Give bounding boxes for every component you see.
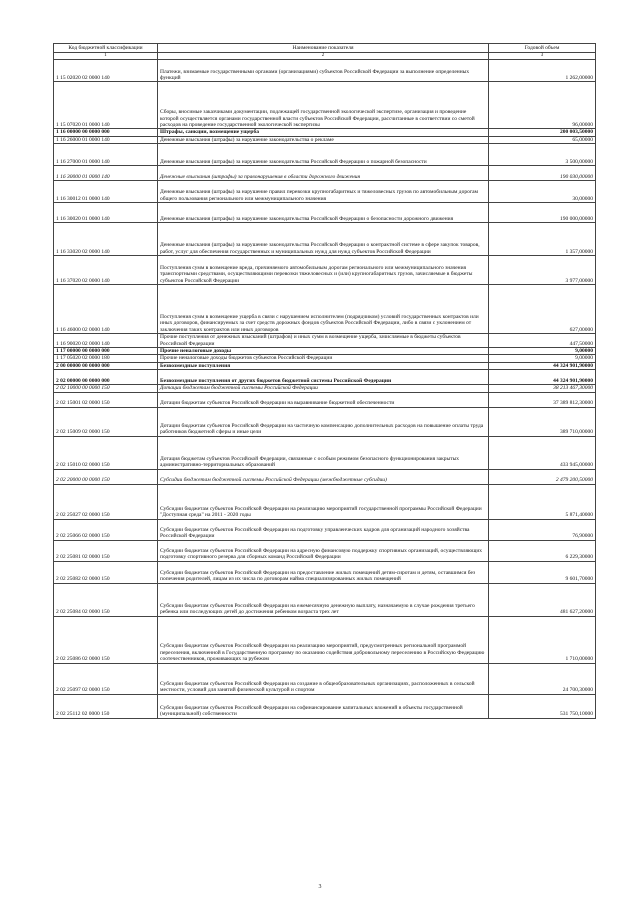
row-code: 2 02 25084 02 0000 150: [54, 583, 158, 616]
table-row: [54, 355, 596, 362]
row-name: Прочие поступления от денежных взысканий (штрафов) и иных сумм в возмещение ущерба, зачисляемые в бюджеты субъектов Российской Федерации: [158, 334, 489, 348]
table-row: [54, 694, 596, 718]
row-code: 1 15 07020 01 0000 140: [54, 82, 158, 129]
row-name: Денежные взыскания (штрафы) за нарушение законодательства о рекламе: [158, 136, 489, 143]
row-name: Платежи, взимаемые государственными органами (организациями) субъектов Российской Федерации за выполнение определенных функций: [158, 60, 489, 82]
header-name: Наименование показателя: [158, 44, 489, 53]
row-name: Субсидии бюджетам субъектов Российской Федерации на создание в общеобразовательных организациях, расположенных в сельской местности, условий для занятий физической культурой и спортом: [158, 663, 489, 694]
column-number-row: [54, 53, 596, 60]
row-value: 24 700,30000: [489, 663, 596, 694]
row-code: 2 02 25097 02 0000 150: [54, 663, 158, 694]
row-value: 627,00000: [489, 285, 596, 334]
row-name: Денежные взыскания (штрафы) за нарушение законодательства Российской Федерации о безопасности дорожного движения: [158, 203, 489, 223]
row-value: 96,00000: [489, 82, 596, 129]
table-row: [54, 82, 596, 129]
row-value: 37 389 812,30000: [489, 392, 596, 407]
table-row: [54, 385, 596, 392]
row-code: 1 16 37020 02 0000 140: [54, 256, 158, 285]
budget-revenue-table: [53, 43, 596, 719]
table-row: [54, 407, 596, 436]
row-value: 9,00000: [489, 355, 596, 362]
column-number: 3: [489, 53, 596, 60]
table-row: [54, 203, 596, 223]
header-code: Код бюджетной классификации: [54, 44, 158, 53]
row-code: 2 02 20000 00 0000 150: [54, 469, 158, 484]
page-number: 3: [318, 884, 322, 890]
row-value: 65,00000: [489, 136, 596, 143]
row-value: 1 710,00000: [489, 616, 596, 663]
row-value: 190 030,00000: [489, 166, 596, 181]
row-code: 2 02 15009 02 0000 150: [54, 407, 158, 436]
row-name: Поступления сумм в возмещение вреда, причиняемого автомобильным дорогам регионального или межмуниципального значения транспортными средствами, осуществляющими перевозки тяжеловесных и (или) крупногабаритных грузов, зачисляемые в бюджеты субъектов Российской Федерации: [158, 256, 489, 285]
row-code: 2 02 25082 02 0000 150: [54, 561, 158, 583]
table-row: [54, 616, 596, 663]
row-name: Субсидии бюджетам субъектов Российской Федерации на предоставление жилых помещений детям-сиротам и детям, оставшимся без попечения родителей, лицам из их числа по договорам найма специализированных жилых помещений: [158, 561, 489, 583]
row-value: 389 710,00000: [489, 407, 596, 436]
table-row: [54, 256, 596, 285]
row-code: 2 02 15001 02 0000 150: [54, 392, 158, 407]
table-row: [54, 561, 596, 583]
row-value: 2 479 200,50000: [489, 469, 596, 484]
row-code: 1 17 05020 02 0000 180: [54, 355, 158, 362]
row-value: 3 500,00000: [489, 144, 596, 166]
row-name: Субсидии бюджетам субъектов Российской Федерации на ежемесячную денежную выплату, назначаемую в случае рождения третьего ребенка или последующих детей до достижения ребенком возраста трех лет: [158, 583, 489, 616]
row-name: Прочие неналоговые доходы: [158, 348, 489, 355]
table-row: [54, 362, 596, 369]
row-value: 5 871,40000: [489, 484, 596, 519]
row-value: 3 977,00000: [489, 256, 596, 285]
row-code: 2 02 25086 02 0000 150: [54, 616, 158, 663]
table-header-row: [54, 44, 596, 53]
row-name: Прочие неналоговые доходы бюджетов субъектов Российской Федерации: [158, 355, 489, 362]
row-value: 76,90000: [489, 519, 596, 540]
row-code: 2 00 00000 00 0000 000: [54, 362, 158, 369]
table-row: [54, 60, 596, 82]
row-name: Денежные взыскания (штрафы) за нарушение правил перевозки крупногабаритных и тяжеловесных грузов по автомобильным дорогам общего пользования регионального или межмуниципального значения: [158, 181, 489, 203]
table-row: [54, 334, 596, 348]
row-code: 1 16 30020 01 0000 140: [54, 203, 158, 223]
row-name: Штрафы, санкции, возмещение ущерба: [158, 129, 489, 136]
row-value: 44 324 901,90000: [489, 362, 596, 369]
row-name: Денежные взыскания (штрафы) за нарушение законодательства Российской Федерации о пожарной безопасности: [158, 144, 489, 166]
column-number: 2: [158, 53, 489, 60]
column-number: 1: [54, 53, 158, 60]
row-name: Безвозмездные поступления от других бюджетов бюджетной системы Российской Федерации: [158, 370, 489, 385]
table-row: [54, 663, 596, 694]
table-row: [54, 136, 596, 143]
table-row: [54, 583, 596, 616]
row-value: 200 003,50000: [489, 129, 596, 136]
row-name: Субсидии бюджетам субъектов Российской Федерации на софинансирование капитальных вложений в объекты государственной (муниципальной) собственности: [158, 694, 489, 718]
budget-table-page: [53, 43, 595, 719]
row-name: Сборы, вносимые заказчиками документации, подлежащей государственной экологической экспертизе, организация и проведение которой осуществляется органами государственной власти субъектов Российской Федерации, рассчитанные в соответствии со сметой расходов на проведение государственной экологической экспертизы: [158, 82, 489, 129]
row-code: 1 16 33020 02 0000 140: [54, 223, 158, 256]
row-code: 1 16 26000 01 0000 140: [54, 136, 158, 143]
table-row: [54, 129, 596, 136]
table-body: [54, 60, 596, 718]
row-value: 1 262,00000: [489, 60, 596, 82]
table-row: [54, 519, 596, 540]
row-code: 2 02 10000 00 0000 150: [54, 385, 158, 392]
row-value: 447,50000: [489, 334, 596, 348]
row-code: 1 16 00000 00 0000 000: [54, 129, 158, 136]
table-row: [54, 144, 596, 166]
row-name: Субсидии бюджетам субъектов Российской Федерации на реализацию мероприятий, предусмотренных региональной программой переселения, включенной в Государственную программу по оказанию содействия добровольному переселению в Российскую Федерацию соотечественников, проживающих за рубежом: [158, 616, 489, 663]
row-value: 433 945,00000: [489, 436, 596, 469]
row-value: 38 213 467,30000: [489, 385, 596, 392]
row-name: Дотации бюджетам субъектов Российской Федерации на частичную компенсацию дополнительных расходов на повышение оплаты труда работников бюджетной сферы и иные цели: [158, 407, 489, 436]
row-value: 44 324 901,90000: [489, 370, 596, 385]
row-name: Дотации бюджетам субъектов Российской Федерации на выравнивание бюджетной обеспеченности: [158, 392, 489, 407]
table-row: [54, 166, 596, 181]
row-code: 2 02 15010 02 0000 150: [54, 436, 158, 469]
table-row: [54, 469, 596, 484]
table-row: [54, 436, 596, 469]
table-row: [54, 370, 596, 385]
row-code: 1 16 30000 01 0000 140: [54, 166, 158, 181]
row-name: Субсидии бюджетам субъектов Российской Федерации на подготовку управленческих кадров для организаций народного хозяйства Российской Федерации: [158, 519, 489, 540]
row-code: 1 16 30012 01 0000 140: [54, 181, 158, 203]
row-value: 9,00000: [489, 348, 596, 355]
row-name: Безвозмездные поступления: [158, 362, 489, 369]
row-code: 1 17 00000 00 0000 000: [54, 348, 158, 355]
table-row: [54, 392, 596, 407]
row-value: 1 357,00000: [489, 223, 596, 256]
row-name: Денежные взыскания (штрафы) за правонарушения в области дорожного движения: [158, 166, 489, 181]
table-row: [54, 348, 596, 355]
row-name: Дотация бюджетам субъектов Российской Федерации, связанные с особым режимом безопасного функционирования закрытых административно-территориальных образований: [158, 436, 489, 469]
row-name: Поступления сумм в возмещение ущерба в связи с нарушением исполнителем (подрядчиком) условий государственных контрактов или иных договоров, финансируемых за счет средств дорожных фондов субъектов Российской Федерации, либо в связи с уклонением от заключения таких контрактов или иных договоров: [158, 285, 489, 334]
header-value: Годовой объем: [489, 44, 596, 53]
row-code: 2 02 25081 02 0000 150: [54, 540, 158, 561]
row-value: 190 000,00000: [489, 203, 596, 223]
table-row: [54, 181, 596, 203]
row-code: 1 16 90020 02 0000 140: [54, 334, 158, 348]
row-code: 2 02 25066 02 0000 150: [54, 519, 158, 540]
row-value: 481 627,20000: [489, 583, 596, 616]
row-name: Субсидии бюджетам субъектов Российской Федерации на адресную финансовую поддержку спортивных организаций, осуществляющих подготовку спортивного резерва для сборных команд Российской Федерации: [158, 540, 489, 561]
row-name: Денежные взыскания (штрафы) за нарушение законодательства Российской Федерации о контрактной системе в сфере закупок товаров, работ, услуг для обеспечения государственных и муниципальных нужд для нужд субъектов Российской Федерации: [158, 223, 489, 256]
row-name: Дотации бюджетам бюджетной системы Российской Федерации: [158, 385, 489, 392]
row-value: 6 229,30000: [489, 540, 596, 561]
table-row: [54, 540, 596, 561]
row-name: Субсидии бюджетам субъектов Российской Федерации на реализацию мероприятий государственной программы Российской Федерации "Доступная среда" на 2011 - 2020 годы: [158, 484, 489, 519]
row-code: 1 16 27000 01 0000 140: [54, 144, 158, 166]
row-value: 30,00000: [489, 181, 596, 203]
table-row: [54, 285, 596, 334]
row-value: 531 750,10000: [489, 694, 596, 718]
table-row: [54, 223, 596, 256]
row-code: 2 02 00000 00 0000 000: [54, 370, 158, 385]
row-name: Субсидии бюджетам бюджетной системы Российской Федерации (межбюджетные субсидии): [158, 469, 489, 484]
row-code: 2 02 25112 02 0000 150: [54, 694, 158, 718]
table-row: [54, 484, 596, 519]
row-value: 9 601,70000: [489, 561, 596, 583]
row-code: 1 15 02020 02 0000 140: [54, 60, 158, 82]
row-code: 2 02 25027 02 0000 150: [54, 484, 158, 519]
row-code: 1 16 46000 02 0000 140: [54, 285, 158, 334]
